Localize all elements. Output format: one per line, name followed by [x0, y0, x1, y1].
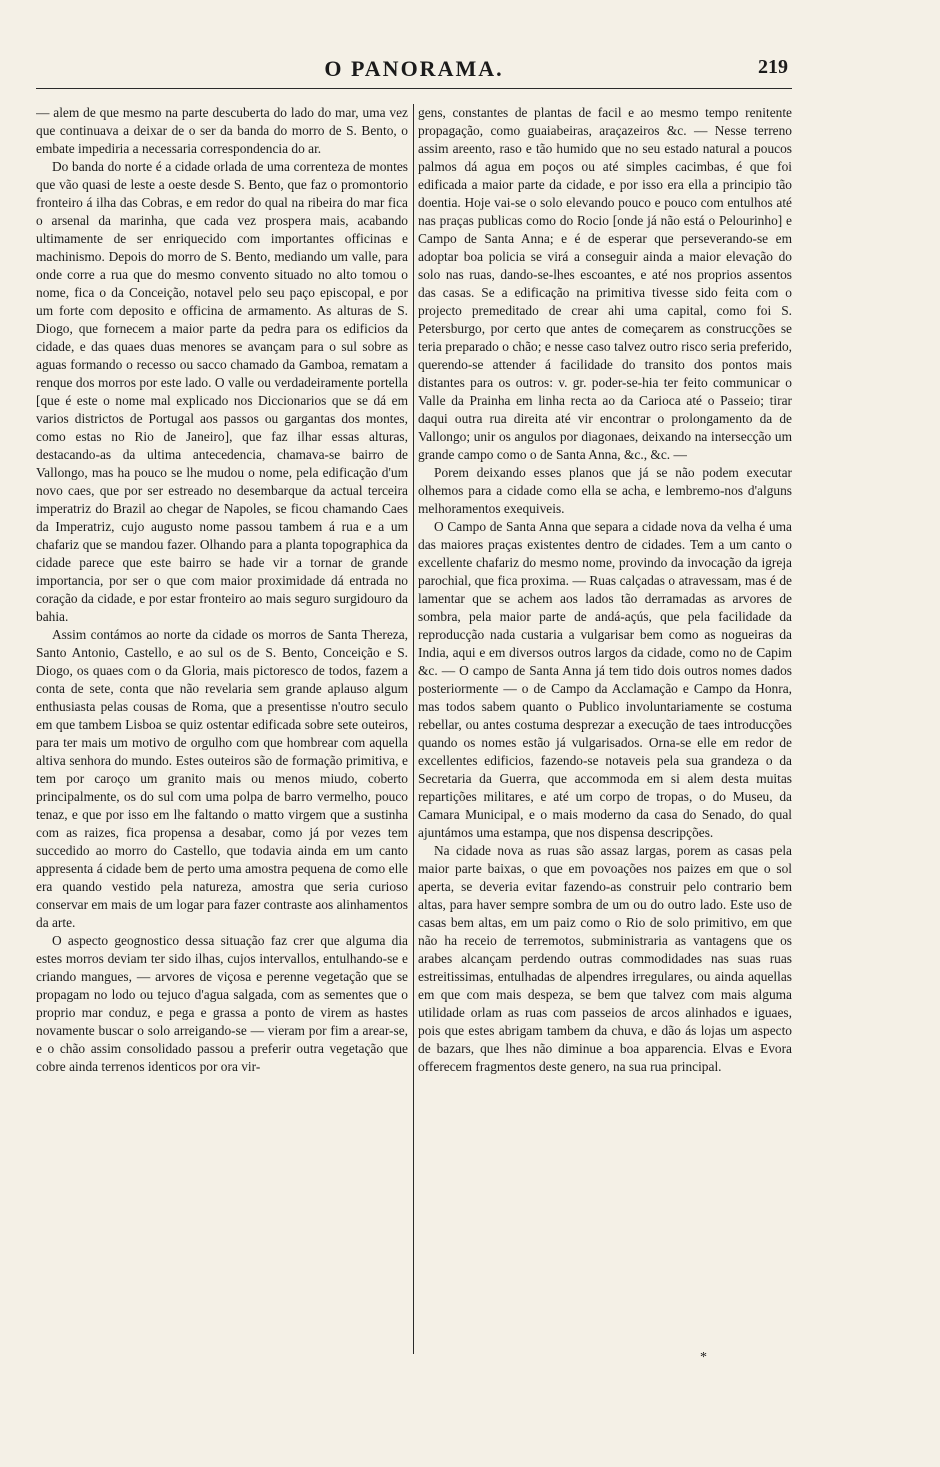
- paragraph: gens, constantes de plantas de facil e ao mesmo tempo renitente propagação, como guaiabeiras, araçazeiros &c. — Nesse terreno assim areento, raso e tão humido que no seu estado natural a poucos palmos dá agua em poços ou até simples cacimbas, é que foi edificada a maior parte da cidade, e por isso era ella a principio tão doentia. Hoje vai-se o solo elevando pouco e pouco com entulhos até nas praças publicas como do Rocio [onde já não está o Pelourinho] e Campo de Santa Anna; e é de esperar que perseverando-se em adoptar boa policia se virá a conseguir ainda a maior elevação do solo nas ruas, dando-se-lhes escoantes, e até nos proprios assentos das casas. Se a edificação na primitiva tivesse sido feita com o projecto premeditado de crear ahi uma capital, como foi S. Petersburgo, por certo que antes de começarem as construcções se teria preparado o chão; e nesse caso talvez outro risco seria preferido, querendo-se attender á facilidade do transito dos pontos mais distantes para os outros: v. gr. poder-se-hia ter feito communicar o Valle da Prainha em linha recta ao da Carioca até o Passeio; tirar daqui outra rua direita até vir encontrar o prolongamento da de Vallongo; unir os angulos por diagonaes, deixando na intersecção um grande campo como o de Santa Anna, &c., &c. —: [418, 105, 792, 462]
- left-column: [36, 104, 408, 1364]
- masthead-title: O PANORAMA.: [324, 56, 504, 81]
- page-number: 219: [758, 56, 788, 78]
- paragraph: Assim contámos ao norte da cidade os morros de Santa Thereza, Santo Antonio, Castello, e ao sul os de S. Bento, Conceição e S. Diogo, os quaes com o da Gloria, mais pictoresco de todos, fazem a conta de sete, conta que não revelaria sem grande aplauso algum enthusiasta pelas cousas de Roma, que a presentisse n'outro seculo em que tambem Lisboa se quiz ostentar edificada sobre sete outeiros, para ter mais um motivo de orgulho com que hombrear com aquella altiva senhora do mundo. Estes outeiros são de formação primitiva, e tem por caroço um granito mais ou menos miudo, coberto principalmente, os do sul com uma polpa de barro vermelho, pouco tenaz, e que por isso em lhe faltando o matto virgem que a sustinha com as raizes, fica propensa a desabar, como já por vezes tem succedido ao morro do Castello, que todavia ainda em um canto appresenta á cidade bem de perto uma amostra pequena de como elle era quando vestido pela natureza, amostra que seria curioso conservar em mais de um logar para fazer contraste aos alinhamentos da arte.: [36, 627, 408, 930]
- paragraph: Porem deixando esses planos que já se não podem executar olhemos para a cidade como ella se acha, e lembremo-nos d'alguns melhoramentos exequiveis.: [418, 465, 792, 516]
- column-divider: [413, 104, 414, 1354]
- right-column: [418, 104, 792, 1364]
- paragraph: Na cidade nova as ruas são assaz largas, porem as casas pela maior parte baixas, o que em povoações nos paizes em que o sol aperta, se deveria evitar fazendo-as construir pelo contrario bem altas, para haver sempre sombra de um ou do outro lado. Este uso de casas bem altas, em um paiz como o Rio de solo primitivo, em que não ha receio de terremotos, subministraria as vantagens que os arabes alcançam perdendo outras commodidades nas suas ruas estreitissimas, entulhadas de alpendres irregulares, ou ainda aquellas em que com mais despeza, se bem que talvez com mais alguma utilidade orlam as ruas com passeios de arcos alinhados e iguaes, pois que estes abrigam tambem da chuva, e dão ás lojas um aspecto de bazars, que lhes não diminue a boa apparencia. Elvas e Evora offerecem fragmentos deste genero, na sua rua principal.: [418, 843, 792, 1074]
- paragraph: O Campo de Santa Anna que separa a cidade nova da velha é uma das maiores praças existentes dentro de cidades. Tem a um canto o excellente chafariz do mesmo nome, provindo da invocação da igreja parochial, que fica proxima. — Ruas calçadas o atravessam, mas é de lamentar que se achem aos lados tão derramadas as arvores de sombra, pela maior parte de andá-açús, que pela facilidade da reproducção nada custaria a vulgarisar bem como as nogueiras da India, aqui e em diversos outros largos da cidade, como no de Capim &c. — O campo de Santa Anna já tem tido dois outros nomes dados posteriormente — o de Campo da Acclamação e Campo da Honra, mas todos sabem quanto o Publico involuntariamente se costuma rebellar, ou antes costuma desprezar a execução de taes introducções quando os nomes estão já vulgarisados. Orna-se elle em redor de excellentes edificios, fazendo-se notaveis pela sua grandeza o da Secretaria da Guerra, que accommoda em si alem desta muitas repartições militares, e até um corpo de tropas, o do Museu, da Camara Municipal, e o mais moderno da casa do Senado, do qual ajuntámos uma estampa, que nos dispensa descripções.: [418, 519, 792, 840]
- page-header: [36, 52, 792, 89]
- end-mark: *: [700, 1350, 707, 1365]
- paragraph: — alem de que mesmo na parte descuberta do lado do mar, uma vez que continuava a deixar de o ser da banda do morro de S. Bento, o embate impediria a necessaria correspondencia do ar.: [36, 105, 408, 156]
- paragraph: Do banda do norte é a cidade orlada de uma correnteza de montes que vão quasi de leste a oeste desde S. Bento, que faz o promontorio fronteiro á ilha das Cobras, e em redor do qual na ribeira do mar fica o arsenal da marinha, que cada vez prospera mais, acabando ultimamente de ser enriquecido com importantes officinas e machinismo. Depois do morro de S. Bento, mediando um valle, para onde corre a rua que do mesmo convento situado no alto tomou o nome, fica o da Conceição, notavel pelo seu paço episcopal, e por um forte com deposito e officina de armamento. As alturas de S. Diogo, que fornecem a maior parte da pedra para os edificios da cidade, e das quaes duas menores se avançam para o sul sobre as aguas formando o recesso ou sacco chamado da Gamboa, rematam a renque dos morros por este lado. O valle ou verdadeiramente portella [que é este o nome mal explicado nos Diccionarios que se dá em varios districtos de Portugal aos passos ou gargantas dos montes, como estas no Rio de Janeiro], que faz ilhar essas alturas, destacando-as da ultima antecedencia, chamava-se bairro de Vallongo, mas ha pouco se lhe mudou o nome, pela edificação d'um novo caes, que por ser estreado no desembarque da actual terceira imperatriz do Brazil ao chegar de Napoles, se ficou chamando Caes da Imperatriz, cujo augusto nome passou tambem á rua e a um chafariz que se mandou fazer. Olhando para a planta topographica da cidade parece que este bairro se hade vir a tornar de grande importancia, por ser o que com maior proximidade dá entrada no coração da cidade, e por estar fronteiro ao mais seguro surgidouro da bahia.: [36, 159, 408, 624]
- paragraph: O aspecto geognostico dessa situação faz crer que alguma dia estes morros deviam ter sido ilhas, cujos intervallos, entulhando-se e criando mangues, — arvores de viçosa e perenne vegetação que se propagam no lodo ou tejuco d'agua salgada, com as sementes que o proprio mar conduz, e pega e grassa a ponto de virem as hastes novamente buscar o solo arreigando-se — vieram por fim a arear-se, e o chão assim consolidado passou a preferir outra vegetação que cobre ainda terrenos identicos por ora vir-: [36, 933, 408, 1074]
